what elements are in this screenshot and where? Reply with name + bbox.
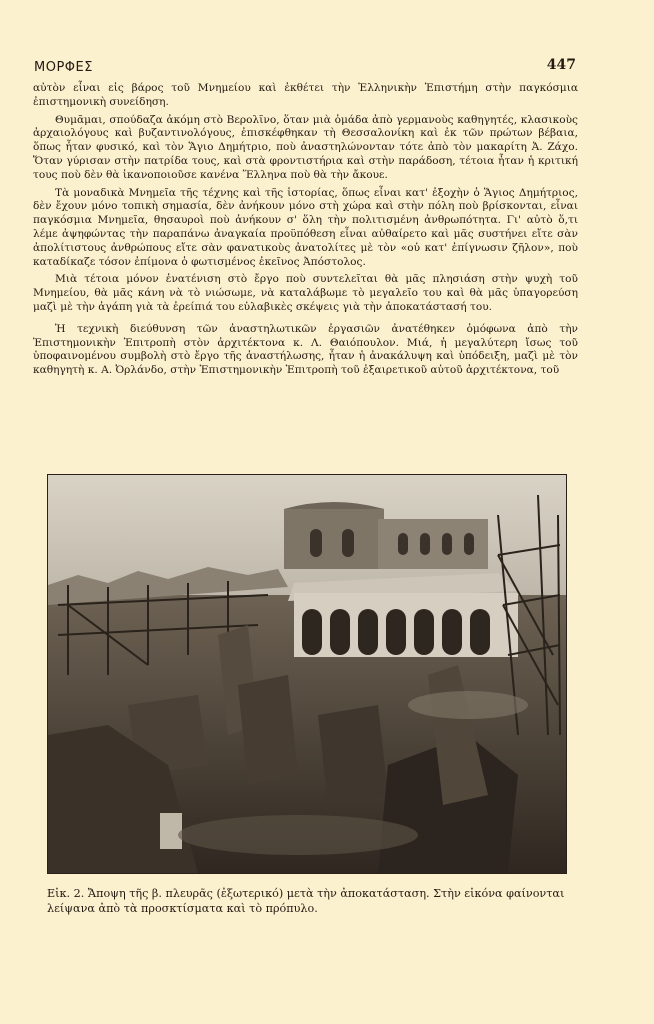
running-title: ΜΟΡΦΕΣ xyxy=(34,60,93,75)
paragraph: Ἡ τεχνικὴ διεύθυνση τῶν ἀναστηλωτικῶν ἐργασιῶν ἀνατέθηκεν ὁμόφωνα ἀπὸ τὴν Ἐπιστημονικὴν Ἐπιτροπὴ στὸν ἀρχιτέκτονα κ. Λ. Θαιόπουλον. Μιά, ἡ μεγαλύτερη ἴσως τοῦ ὑποφαινομένου συμβολὴ στὸ ἔργο τῆς ἀναστήλωσης, ἦταν ἡ ἀνακάλυψη καὶ ὑπόδειξη, μαζὶ μὲ τὸν καθηγητὴ κ. Α. Ὀρλάνδο, στὴν Ἐπιστημονικὴν Ἐπιτροπὴ τοῦ ἐξαιρετικοῦ αὐτοῦ ἀρχιτέκτονα, τοῦ xyxy=(33,322,578,377)
paragraph: αὐτὸν εἶναι εἰς βάρος τοῦ Μνημείου καὶ ἐκθέτει τὴν Ἑλληνικὴν Ἐπιστήμη στὴν παγκόσμια ἐπιστημονικὴ συνείδηση. xyxy=(33,82,578,108)
page-header xyxy=(34,57,576,82)
page-number: 447 xyxy=(546,57,576,73)
photo-church-restoration xyxy=(48,475,566,873)
paragraph: Τὰ μοναδικὰ Μνημεῖα τῆς τέχνης καὶ τῆς ἱστορίας, ὅπως εἶναι κατ' ἐξοχὴν ὁ Ἅγιος Δημήτριος, δὲν ἔχουν μόνο τοπικὴ σημασία, δὲν ἀνήκουν μόνο στὴ χώρα καὶ στὴν πόλη ποὺ βρίσκονται, εἶναι παγκόσμια Μνημεῖα, θησαυροὶ ποὺ ἀνήκουν σ' ὅλη τὴν πολιτισμένη ἀνθρωπότητα. Γι' αὐτὸ ὅ,τι λέμε ἀψηφώντας τὴν παραπάνω ἀναγκαία προϋπόθεση εἶναι αὐθαίρετο καὶ μᾶς συστήνει εἴτε σὰν ἀπολίτιστους ἀνθρώπους εἴτε σὰν φανατικοὺς ἀνατολίτες μὲ τὸν «οὐ κατ' ἐπίγνωσιν ζῆλον», ποὺ καταδίκαζε τόσον ἐπίμονα ὁ φωτισμένος ἐκεῖνος Ἀπόστολος. xyxy=(33,186,578,268)
figure-photo xyxy=(47,474,567,874)
figure-caption: Εἰκ. 2. Ἄποψη τῆς β. πλευρᾶς (ἐξωτερικό) μετὰ τὴν ἀποκατάσταση. Στὴν εἰκόνα φαίνονται λείψανα ἀπὸ τὰ προσκτίσματα καὶ τὸ πρόπυλο. xyxy=(47,887,565,915)
paragraph: Μιὰ τέτοια μόνον ἐνατένιση στὸ ἔργο ποὺ συντελεῖται θὰ μᾶς πλησιάση στὴν ψυχὴ τοῦ Μνημείου, θὰ μᾶς κάνη νὰ τὸ νιώσωμε, νὰ καταλάβωμε τὸ μεγαλεῖο του καὶ θὰ μᾶς ὑπαγορεύση μαζὶ μὲ τὴν ἀγάπη γιὰ τὰ ἐρείπιά του εὐλαβικὲς σκέψεις γιὰ τὴν ἀποκατάστασή του. xyxy=(33,273,578,313)
paragraph: Θυμᾶμαι, σπούδαζα ἀκόμη στὸ Βερολῖνο, ὅταν μιὰ ὁμάδα ἀπὸ γερμανοὺς καθηγητές, κλασικοὺς ἀρχαιολόγους καὶ βυζαντινολόγους, ἐπισκέφθηκαν τὴ Θεσσαλονίκη καὶ ἐκ τῶν πρώτων βέβαια, ὅπως ἦταν φυσικό, καὶ τὸν Ἅγιο Δημήτριο, ποὺ ἀναστηλώνονταν τότε ἀπὸ τὸν μακαρίτη Ἀ. Ζάχο. Ὅταν γύρισαν στὴν πατρίδα τους, καὶ στὰ φροντιστήρια καὶ στὴν παράδοση, τέτοια ἦταν ἡ κριτική τους ποὺ δὲν θὰ ἱκανοποιοῦσε κανένα Ἕλληνα ποὺ θὰ τὴν ἄκουε. xyxy=(33,113,578,181)
body-text xyxy=(33,82,578,382)
